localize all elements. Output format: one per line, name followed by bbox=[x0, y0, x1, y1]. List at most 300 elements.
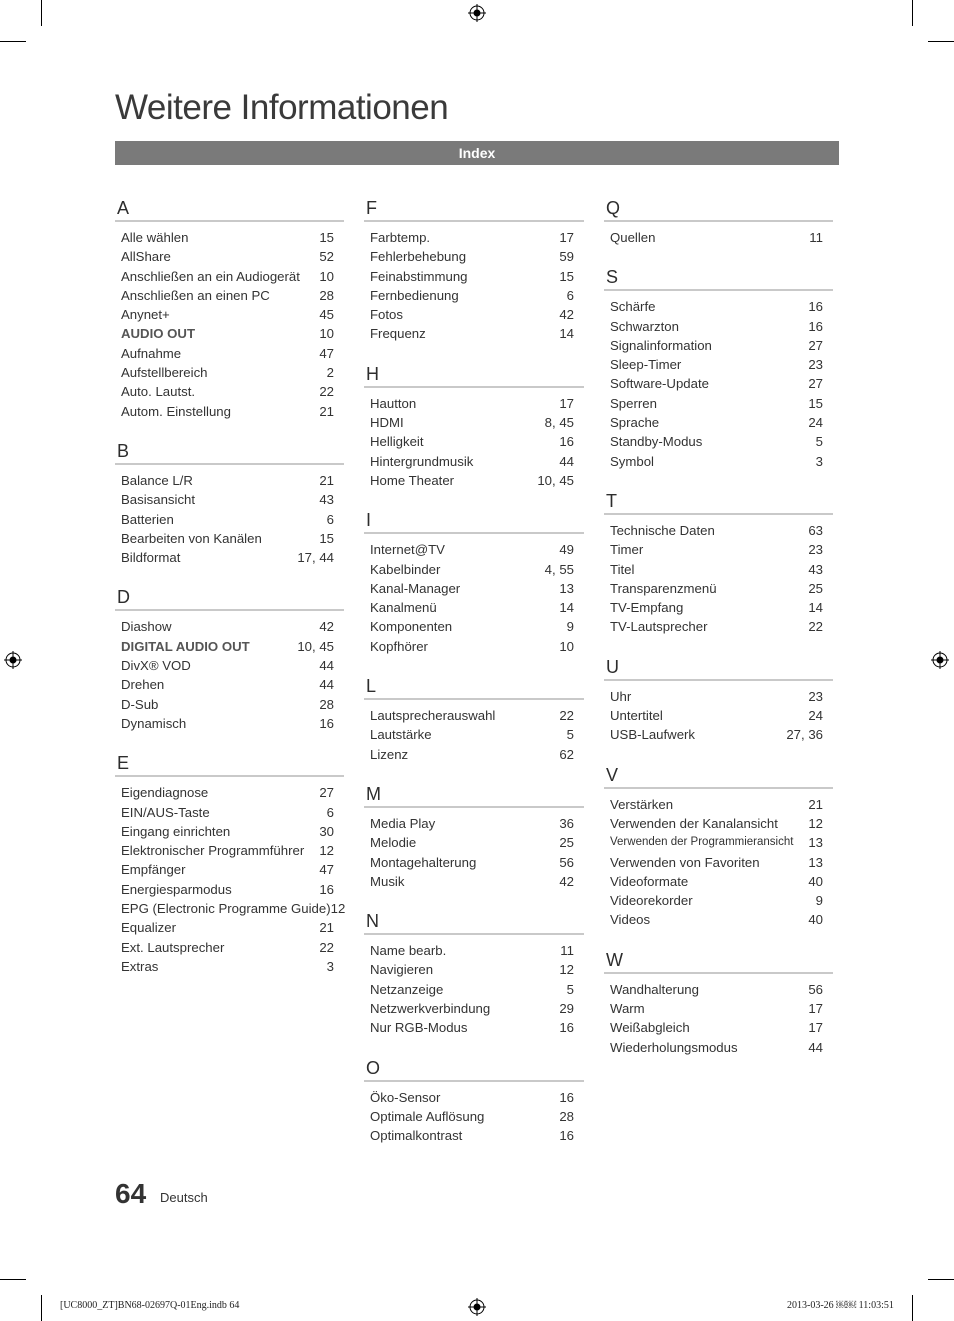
index-entry bbox=[364, 1126, 584, 1145]
print-timestamp: 2013-03-26 ￼￼ 11:03:51 bbox=[787, 1300, 894, 1311]
index-page-ref: 6 bbox=[326, 511, 334, 527]
index-term: Empfänger bbox=[121, 862, 186, 878]
section-letter: L bbox=[364, 674, 584, 700]
index-term: Farbtemp. bbox=[370, 230, 431, 245]
index-header-bar: Index bbox=[115, 141, 839, 165]
index-term: Equalizer bbox=[121, 920, 176, 936]
index-page-ref: 25 bbox=[559, 835, 574, 851]
registration-mark-icon bbox=[468, 4, 486, 22]
index-page-ref: 13 bbox=[559, 580, 574, 596]
index-page-ref: 25 bbox=[808, 580, 823, 596]
section-letter: V bbox=[604, 763, 833, 789]
index-entry bbox=[364, 999, 584, 1018]
index-page-ref: 5 bbox=[566, 727, 574, 743]
page-title: Weitere Informationen bbox=[115, 88, 449, 127]
index-term: Symbol bbox=[610, 453, 654, 469]
index-entry bbox=[364, 452, 584, 471]
index-entry bbox=[364, 286, 584, 305]
section-letter: Q bbox=[604, 196, 833, 222]
index-term: Untertitel bbox=[610, 708, 663, 724]
index-section bbox=[364, 362, 584, 490]
section-letter: F bbox=[364, 196, 584, 222]
index-page-ref: 16 bbox=[808, 318, 823, 334]
index-term: Diashow bbox=[121, 619, 172, 635]
language-label: Deutsch bbox=[160, 1190, 208, 1205]
index-entry bbox=[364, 833, 584, 852]
index-page-ref: 4, 55 bbox=[544, 561, 574, 577]
index-page-ref: 14 bbox=[559, 600, 574, 616]
index-term: Fotos bbox=[370, 307, 403, 323]
index-page-ref: 17 bbox=[808, 1001, 823, 1017]
index-page-ref: 12 bbox=[330, 901, 346, 917]
index-entry bbox=[115, 841, 344, 860]
index-page-ref: 15 bbox=[559, 268, 574, 284]
index-entry bbox=[364, 413, 584, 432]
index-term: DIGITAL AUDIO OUT bbox=[121, 638, 250, 654]
section-letter: N bbox=[364, 909, 584, 935]
index-section bbox=[364, 674, 584, 764]
index-term: Dynamisch bbox=[121, 715, 187, 731]
index-page-ref: 16 bbox=[319, 881, 334, 897]
index-entry bbox=[604, 374, 833, 393]
index-term: Schärfe bbox=[610, 299, 656, 315]
index-entry bbox=[364, 706, 584, 725]
index-page-ref: 42 bbox=[319, 619, 334, 635]
index-entry bbox=[115, 617, 344, 636]
index-page-ref: 12 bbox=[319, 843, 334, 859]
index-page-ref: 17 bbox=[559, 395, 574, 411]
index-entry bbox=[115, 510, 344, 529]
index-section bbox=[115, 751, 344, 976]
index-term: Komponenten bbox=[370, 619, 453, 635]
index-page-ref: 23 bbox=[808, 357, 823, 373]
index-page-ref: 45 bbox=[319, 307, 334, 323]
registration-mark-icon bbox=[4, 651, 22, 669]
index-page-ref: 16 bbox=[559, 1128, 574, 1144]
index-term: EPG (Electronic Programme Guide) bbox=[121, 901, 331, 917]
index-entry bbox=[115, 382, 344, 401]
index-term: Feinabstimmung bbox=[370, 268, 468, 284]
index-entry bbox=[604, 413, 833, 432]
index-page-ref: 28 bbox=[319, 287, 334, 303]
index-term: Fehlerbehebung bbox=[370, 249, 467, 265]
index-page-ref: 2 bbox=[326, 365, 334, 381]
index-term: Extras bbox=[121, 958, 159, 974]
index-page-ref: 24 bbox=[808, 415, 823, 431]
index-entry bbox=[604, 521, 833, 540]
index-term: Verwenden der Kanalansicht bbox=[610, 815, 778, 831]
index-term: Home Theater bbox=[370, 472, 455, 488]
index-page-ref: 6 bbox=[326, 804, 334, 820]
index-page-ref: 36 bbox=[559, 815, 574, 831]
index-page-ref: 14 bbox=[559, 326, 574, 342]
section-letter: I bbox=[364, 508, 584, 534]
index-page-ref: 10, 45 bbox=[297, 638, 334, 654]
registration-mark-icon bbox=[931, 651, 949, 669]
index-term: D-Sub bbox=[121, 696, 159, 712]
crop-mark bbox=[928, 41, 954, 42]
index-term: Wandhalterung bbox=[610, 981, 699, 997]
crop-mark bbox=[912, 1295, 913, 1321]
index-page-ref: 15 bbox=[319, 230, 334, 245]
index-entry bbox=[115, 267, 344, 286]
index-page-ref: 13 bbox=[808, 835, 823, 851]
index-term: Lautsprecherauswahl bbox=[370, 708, 496, 724]
index-page-ref: 56 bbox=[559, 854, 574, 870]
index-page-ref: 22 bbox=[319, 384, 334, 400]
index-page-ref: 47 bbox=[319, 862, 334, 878]
index-page-ref: 21 bbox=[319, 472, 334, 488]
section-letter: O bbox=[364, 1056, 584, 1082]
index-entry bbox=[604, 560, 833, 579]
crop-mark bbox=[41, 1295, 42, 1321]
index-entry bbox=[115, 714, 344, 733]
index-page-ref: 30 bbox=[319, 823, 334, 839]
index-entry bbox=[604, 999, 833, 1018]
index-page-ref: 44 bbox=[319, 658, 334, 674]
index-column-3 bbox=[604, 196, 833, 1075]
index-page-ref: 16 bbox=[559, 1089, 574, 1105]
index-term: USB-Laufwerk bbox=[610, 727, 696, 743]
index-page-ref: 47 bbox=[319, 345, 334, 361]
index-entry bbox=[604, 833, 833, 852]
index-term: Uhr bbox=[610, 688, 632, 704]
index-page-ref: 10 bbox=[559, 638, 574, 654]
registration-mark-icon bbox=[468, 1298, 486, 1316]
index-term: Anschließen an einen PC bbox=[121, 287, 270, 303]
index-entry bbox=[364, 941, 584, 960]
index-entry bbox=[364, 324, 584, 343]
index-page-ref: 22 bbox=[559, 708, 574, 724]
index-section bbox=[115, 439, 344, 567]
index-term: DivX® VOD bbox=[121, 658, 191, 674]
index-page-ref: 9 bbox=[566, 619, 574, 635]
index-page-ref: 21 bbox=[808, 796, 823, 812]
index-section bbox=[115, 585, 344, 733]
index-term: Bildformat bbox=[121, 550, 181, 566]
index-entry bbox=[115, 880, 344, 899]
crop-mark bbox=[0, 1279, 26, 1280]
index-term: Optimalkontrast bbox=[370, 1128, 463, 1144]
index-page-ref: 15 bbox=[319, 530, 334, 546]
index-section bbox=[604, 489, 833, 637]
index-page-ref: 16 bbox=[559, 434, 574, 450]
index-page-ref: 59 bbox=[559, 249, 574, 265]
index-entry bbox=[364, 745, 584, 764]
index-entry bbox=[364, 617, 584, 636]
index-page-ref: 9 bbox=[815, 893, 823, 909]
index-entry bbox=[604, 910, 833, 929]
index-entry bbox=[604, 872, 833, 891]
index-entry bbox=[115, 822, 344, 841]
index-page-ref: 14 bbox=[808, 600, 823, 616]
index-section bbox=[115, 196, 344, 421]
index-term: Auto. Lautst. bbox=[121, 384, 196, 400]
index-page-ref: 42 bbox=[559, 873, 574, 889]
section-letter: M bbox=[364, 782, 584, 808]
index-page-ref: 16 bbox=[808, 299, 823, 315]
index-page-ref: 27 bbox=[808, 337, 823, 353]
index-column-1 bbox=[115, 196, 344, 994]
index-column-2 bbox=[364, 196, 584, 1164]
index-term: Timer bbox=[610, 542, 644, 558]
index-entry bbox=[604, 687, 833, 706]
index-entry bbox=[604, 452, 833, 471]
index-page-ref: 5 bbox=[566, 981, 574, 997]
index-entry bbox=[115, 247, 344, 266]
index-term: Netzanzeige bbox=[370, 981, 444, 997]
index-entry bbox=[364, 394, 584, 413]
index-entry bbox=[364, 471, 584, 490]
index-page-ref: 27 bbox=[319, 785, 334, 801]
index-section bbox=[364, 909, 584, 1037]
index-entry bbox=[604, 540, 833, 559]
index-page-ref: 11 bbox=[809, 230, 823, 245]
index-term: Verstärken bbox=[610, 796, 674, 812]
index-term: Nur RGB-Modus bbox=[370, 1020, 468, 1036]
index-page-ref: 42 bbox=[559, 307, 574, 323]
index-entry bbox=[604, 432, 833, 451]
index-section bbox=[364, 196, 584, 344]
index-term: Aufstellbereich bbox=[121, 365, 208, 381]
index-entry bbox=[115, 803, 344, 822]
index-entry bbox=[364, 540, 584, 559]
index-page-ref: 21 bbox=[319, 920, 334, 936]
index-entry bbox=[364, 1088, 584, 1107]
index-term: Alle wählen bbox=[121, 230, 189, 245]
index-page-ref: 43 bbox=[808, 561, 823, 577]
index-term: Aufnahme bbox=[121, 345, 182, 361]
index-entry bbox=[115, 899, 344, 918]
index-entry bbox=[115, 695, 344, 714]
index-entry bbox=[364, 247, 584, 266]
index-page-ref: 10, 45 bbox=[537, 472, 574, 488]
index-term: Optimale Auflösung bbox=[370, 1108, 485, 1124]
index-entry bbox=[115, 783, 344, 802]
index-term: Sprache bbox=[610, 415, 660, 431]
index-page-ref: 27, 36 bbox=[786, 727, 823, 743]
print-file-info: [UC8000_ZT]BN68-02697Q-01Eng.indb 64 bbox=[60, 1300, 240, 1311]
section-letter: A bbox=[115, 196, 344, 222]
index-section bbox=[604, 655, 833, 745]
index-entry bbox=[604, 317, 833, 336]
index-entry bbox=[115, 918, 344, 937]
index-entry bbox=[364, 432, 584, 451]
index-page-ref: 63 bbox=[808, 522, 823, 538]
index-term: Kabelbinder bbox=[370, 561, 441, 577]
index-term: Standby-Modus bbox=[610, 434, 703, 450]
index-entry bbox=[364, 1107, 584, 1126]
index-entry bbox=[115, 938, 344, 957]
index-page-ref: 22 bbox=[319, 939, 334, 955]
index-entry bbox=[604, 725, 833, 744]
index-entry bbox=[364, 305, 584, 324]
index-entry bbox=[604, 297, 833, 316]
index-page-ref: 40 bbox=[808, 873, 823, 889]
index-term: TV-Lautsprecher bbox=[610, 619, 708, 635]
index-term: Transparenzmenü bbox=[610, 580, 717, 596]
index-term: Öko-Sensor bbox=[370, 1089, 441, 1105]
index-section bbox=[364, 1056, 584, 1146]
section-letter: W bbox=[604, 948, 833, 974]
index-entry bbox=[604, 394, 833, 413]
index-term: Internet@TV bbox=[370, 542, 445, 558]
index-term: Balance L/R bbox=[121, 472, 193, 488]
index-term: Videorekorder bbox=[610, 893, 693, 909]
index-term: Quellen bbox=[610, 230, 656, 245]
index-entry bbox=[604, 355, 833, 374]
index-term: Verwenden der Programmieransicht bbox=[610, 836, 794, 849]
index-term: Schwarzton bbox=[610, 318, 679, 334]
index-term: Navigieren bbox=[370, 962, 434, 978]
index-page-ref: 3 bbox=[326, 958, 334, 974]
index-entry bbox=[364, 980, 584, 999]
section-letter: E bbox=[115, 751, 344, 777]
index-entry bbox=[364, 637, 584, 656]
index-term: Kanalmenü bbox=[370, 600, 437, 616]
index-entry bbox=[604, 617, 833, 636]
index-page-ref: 22 bbox=[808, 619, 823, 635]
index-entry bbox=[364, 579, 584, 598]
index-entry bbox=[604, 579, 833, 598]
index-page-ref: 12 bbox=[808, 815, 823, 831]
index-term: Helligkeit bbox=[370, 434, 424, 450]
index-entry bbox=[115, 490, 344, 509]
index-entry bbox=[115, 656, 344, 675]
index-entry bbox=[604, 228, 833, 247]
index-page-ref: 11 bbox=[560, 943, 574, 959]
index-term: AllShare bbox=[121, 249, 171, 265]
index-term: Media Play bbox=[370, 815, 436, 831]
section-letter: B bbox=[115, 439, 344, 465]
index-page-ref: 12 bbox=[559, 962, 574, 978]
index-page-ref: 40 bbox=[808, 912, 823, 928]
index-page-ref: 43 bbox=[319, 492, 334, 508]
index-term: Lizenz bbox=[370, 746, 409, 762]
section-letter: D bbox=[115, 585, 344, 611]
index-page-ref: 44 bbox=[559, 453, 574, 469]
index-entry bbox=[604, 795, 833, 814]
index-entry bbox=[604, 891, 833, 910]
index-term: Weißabgleich bbox=[610, 1020, 690, 1036]
index-entry bbox=[115, 548, 344, 567]
index-term: Name bearb. bbox=[370, 943, 447, 959]
index-entry bbox=[115, 637, 344, 656]
index-page-ref: 17, 44 bbox=[297, 550, 334, 566]
index-entry bbox=[115, 529, 344, 548]
index-page-ref: 17 bbox=[808, 1020, 823, 1036]
index-page-ref: 3 bbox=[815, 453, 823, 469]
index-term: HDMI bbox=[370, 415, 404, 431]
index-entry bbox=[604, 706, 833, 725]
index-page-ref: 23 bbox=[808, 542, 823, 558]
index-term: AUDIO OUT bbox=[121, 326, 195, 342]
index-term: Basisansicht bbox=[121, 492, 196, 508]
index-page-ref: 17 bbox=[559, 230, 574, 245]
page-number: 64 bbox=[115, 1178, 147, 1209]
index-entry bbox=[115, 471, 344, 490]
index-page-ref: 62 bbox=[559, 746, 574, 762]
index-entry bbox=[115, 324, 344, 343]
index-page-ref: 5 bbox=[815, 434, 823, 450]
index-term: Videos bbox=[610, 912, 651, 928]
index-entry bbox=[115, 286, 344, 305]
index-page-ref: 16 bbox=[559, 1020, 574, 1036]
index-term: Kanal-Manager bbox=[370, 580, 461, 596]
crop-mark bbox=[912, 0, 913, 26]
index-term: Hautton bbox=[370, 395, 417, 411]
index-section bbox=[604, 948, 833, 1057]
index-term: Wiederholungsmodus bbox=[610, 1039, 738, 1055]
index-page-ref: 56 bbox=[808, 981, 823, 997]
index-term: Kopfhörer bbox=[370, 638, 428, 654]
section-letter: T bbox=[604, 489, 833, 515]
index-page-ref: 8, 45 bbox=[544, 415, 574, 431]
index-term: Autom. Einstellung bbox=[121, 403, 231, 419]
index-page-ref: 27 bbox=[808, 376, 823, 392]
index-term: EIN/AUS-Taste bbox=[121, 804, 210, 820]
index-page-ref: 10 bbox=[319, 268, 334, 284]
index-entry bbox=[364, 960, 584, 979]
index-page-ref: 28 bbox=[319, 696, 334, 712]
index-page-ref: 52 bbox=[319, 249, 334, 265]
index-term: Netzwerkverbindung bbox=[370, 1001, 491, 1017]
index-entry bbox=[115, 228, 344, 247]
index-entry bbox=[604, 1038, 833, 1057]
index-entry bbox=[115, 957, 344, 976]
index-entry bbox=[115, 402, 344, 421]
index-page-ref: 23 bbox=[808, 688, 823, 704]
index-entry bbox=[604, 853, 833, 872]
crop-mark bbox=[928, 1279, 954, 1280]
index-term: Software-Update bbox=[610, 376, 709, 392]
index-entry bbox=[115, 860, 344, 879]
index-page-ref: 28 bbox=[559, 1108, 574, 1124]
index-term: Lautstärke bbox=[370, 727, 432, 743]
index-entry bbox=[604, 814, 833, 833]
index-section bbox=[604, 196, 833, 247]
section-letter: S bbox=[604, 265, 833, 291]
index-term: TV-Empfang bbox=[610, 600, 684, 616]
index-term: Fernbedienung bbox=[370, 287, 459, 303]
index-entry bbox=[364, 560, 584, 579]
index-entry bbox=[364, 814, 584, 833]
index-entry bbox=[364, 1018, 584, 1037]
index-entry bbox=[604, 336, 833, 355]
index-page-ref: 24 bbox=[808, 708, 823, 724]
index-section bbox=[364, 782, 584, 891]
index-entry bbox=[364, 853, 584, 872]
index-term: Anschließen an ein Audiogerät bbox=[121, 268, 300, 284]
index-term: Energiesparmodus bbox=[121, 881, 232, 897]
index-entry bbox=[364, 228, 584, 247]
index-term: Warm bbox=[610, 1001, 645, 1017]
crop-mark bbox=[41, 0, 42, 26]
section-letter: U bbox=[604, 655, 833, 681]
index-entry bbox=[115, 305, 344, 324]
index-entry bbox=[115, 344, 344, 363]
index-term: Musik bbox=[370, 873, 405, 889]
index-entry bbox=[115, 363, 344, 382]
index-term: Melodie bbox=[370, 835, 417, 851]
index-page-ref: 44 bbox=[808, 1039, 823, 1055]
index-term: Videoformate bbox=[610, 873, 689, 889]
index-page-ref: 16 bbox=[319, 715, 334, 731]
index-term: Technische Daten bbox=[610, 522, 715, 538]
index-term: Titel bbox=[610, 561, 635, 577]
index-entry bbox=[604, 1018, 833, 1037]
index-entry bbox=[364, 872, 584, 891]
